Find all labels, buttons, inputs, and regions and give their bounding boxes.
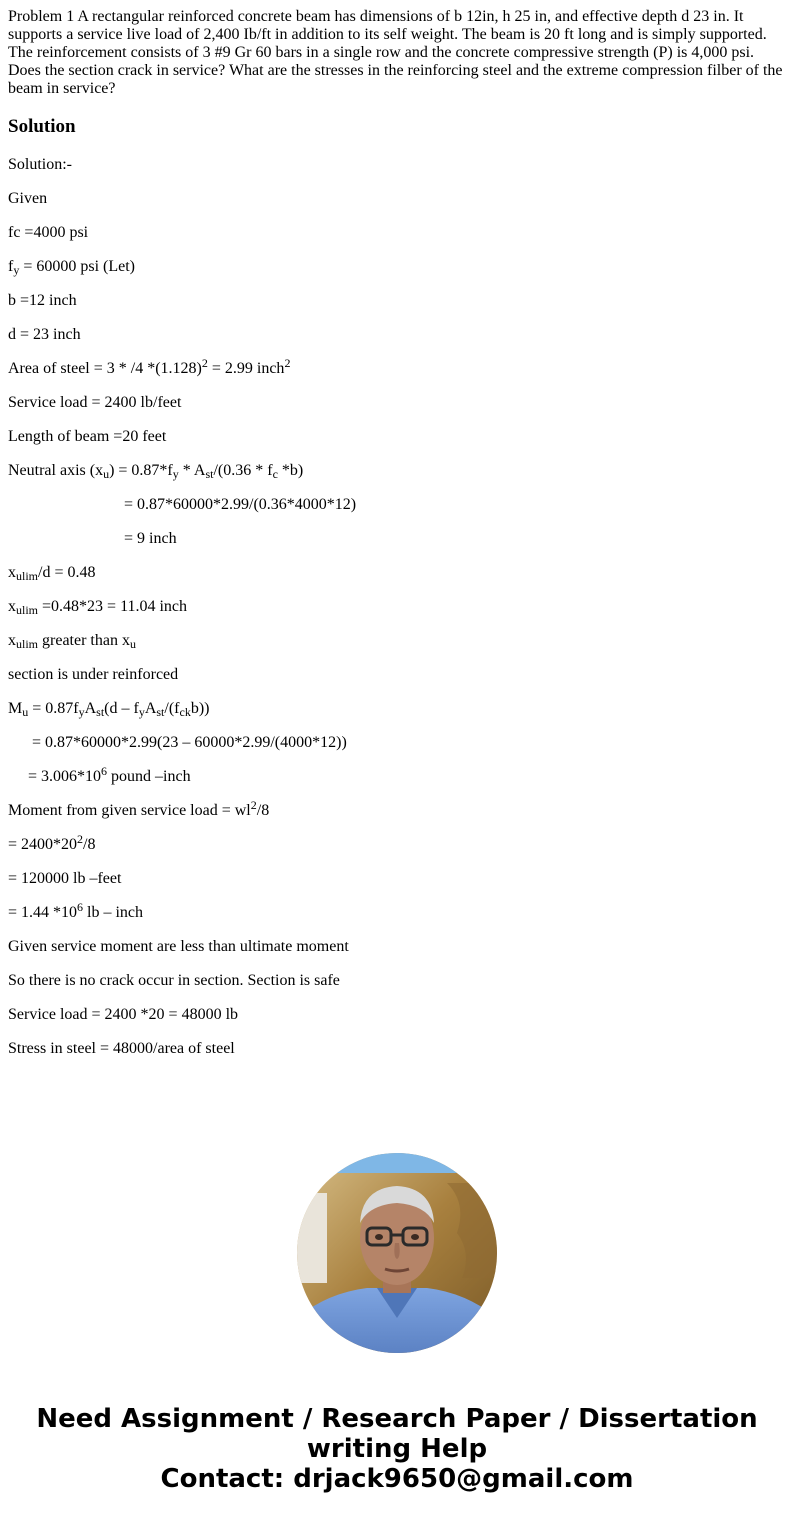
subscript: st xyxy=(205,467,214,481)
promo-line-2: writing Help xyxy=(306,1434,488,1464)
superscript: 2 xyxy=(201,356,208,370)
subscript: ck xyxy=(179,705,191,719)
fy-line xyxy=(8,258,786,276)
text: M xyxy=(8,700,23,717)
subscript: u xyxy=(103,467,110,481)
d-line: d = 23 inch xyxy=(8,326,81,343)
mu-result-line xyxy=(8,764,786,786)
neutral-axis-line xyxy=(8,462,786,480)
text: greater than x xyxy=(38,632,130,649)
subscript: st xyxy=(96,705,105,719)
service-moment-inch xyxy=(8,900,786,922)
superscript: 2 xyxy=(77,832,84,846)
stress-steel-line: Stress in steel = 48000/area of steel xyxy=(8,1040,235,1057)
total-load-line: Service load = 2400 *20 = 48000 lb xyxy=(8,1006,239,1023)
text: = 2400*20 xyxy=(8,836,78,853)
subscript: u xyxy=(22,705,29,719)
text: b)) xyxy=(190,700,210,717)
subscript: ulim xyxy=(16,637,39,651)
solution-label: Solution:- xyxy=(8,156,73,173)
text: /d = 0.48 xyxy=(38,564,96,581)
text: A xyxy=(144,700,157,717)
text: A xyxy=(84,700,97,717)
text: Area of steel = 3 * /4 *(1.128) xyxy=(8,360,202,377)
text: *b) xyxy=(277,462,304,479)
subscript: st xyxy=(156,705,165,719)
superscript: 2 xyxy=(284,356,291,370)
text: * A xyxy=(178,462,206,479)
text: ) = 0.87*f xyxy=(109,462,173,479)
author-photo xyxy=(297,1153,497,1353)
text: (d – f xyxy=(104,700,139,717)
service-load-line: Service load = 2400 lb/feet xyxy=(8,394,182,411)
conclusion-line: So there is no crack occur in section. Section is safe xyxy=(8,972,340,989)
text: pound –inch xyxy=(107,768,191,785)
problem-statement: Problem 1 A rectangular reinforced concrete beam has dimensions of b 12in, h 25 in, and effective depth d 23 in. It supports a service live load of 2,400 Ib/ft in addition to its self weight. The beam is 20 ft long and is simply supported. The reinforcement consists of 3 #9 Gr 60 bars in a single row and the concrete compressive strength (P) is 4,000 psi. Does the section crack in service? What are the stresses in the reinforcing steel and the extreme compression filber of the beam in service? xyxy=(8,8,783,97)
xulim-value-line xyxy=(8,598,786,616)
beam-length-line: Length of beam =20 feet xyxy=(8,428,167,445)
text: f xyxy=(8,258,14,275)
neutral-axis-result: = 9 inch xyxy=(124,530,177,547)
promo-contact: Contact: drjack9650@gmail.com xyxy=(160,1464,634,1494)
subscript: ulim xyxy=(16,603,39,617)
text: /8 xyxy=(83,836,96,853)
text: = 3.006*10 xyxy=(28,768,102,785)
b-line: b =12 inch xyxy=(8,292,77,309)
subscript: u xyxy=(129,637,136,651)
promo-line-1: Need Assignment / Research Paper / Dissertation xyxy=(36,1404,758,1434)
subscript: ulim xyxy=(16,569,39,583)
subscript: c xyxy=(272,467,278,481)
subscript: y xyxy=(138,705,145,719)
superscript: 6 xyxy=(77,900,84,914)
subscript: y xyxy=(78,705,85,719)
subscript: y xyxy=(172,467,179,481)
text: lb – inch xyxy=(83,904,144,921)
text: x xyxy=(8,632,16,649)
text: = 2.99 inch xyxy=(207,360,285,377)
solution-heading: Solution xyxy=(8,116,76,137)
text: x xyxy=(8,564,16,581)
fc-line: fc =4000 psi xyxy=(8,224,89,241)
superscript: 6 xyxy=(101,764,108,778)
given-label: Given xyxy=(8,190,48,207)
text: Neutral axis (x xyxy=(8,462,104,479)
text: x xyxy=(8,598,16,615)
under-reinforced-line: section is under reinforced xyxy=(8,666,179,683)
text: = 60000 psi (Let) xyxy=(19,258,135,275)
xulim-compare-line xyxy=(8,632,786,650)
area-steel-line xyxy=(8,356,786,378)
subscript: y xyxy=(13,263,20,277)
author-portrait-image xyxy=(297,1153,497,1353)
text: = 1.44 *10 xyxy=(8,904,78,921)
xulim-ratio-line xyxy=(8,564,786,582)
service-moment-line xyxy=(8,798,786,820)
superscript: 2 xyxy=(250,798,257,812)
text: /(0.36 * f xyxy=(213,462,273,479)
neutral-axis-calc: = 0.87*60000*2.99/(0.36*4000*12) xyxy=(124,496,357,513)
service-moment-calc xyxy=(8,832,786,854)
mu-calc-line: = 0.87*60000*2.99(23 – 60000*2.99/(4000*12)) xyxy=(32,734,347,751)
service-moment-feet: = 120000 lb –feet xyxy=(8,870,122,887)
promo-banner xyxy=(0,1404,794,1494)
mu-formula-line xyxy=(8,700,786,718)
text: =0.48*23 = 11.04 inch xyxy=(38,598,188,615)
text: = 0.87f xyxy=(28,700,79,717)
text: /(f xyxy=(164,700,180,717)
text: /8 xyxy=(256,802,270,819)
text: Moment from given service load = wl xyxy=(8,802,251,819)
comparison-line: Given service moment are less than ultimate moment xyxy=(8,938,349,955)
